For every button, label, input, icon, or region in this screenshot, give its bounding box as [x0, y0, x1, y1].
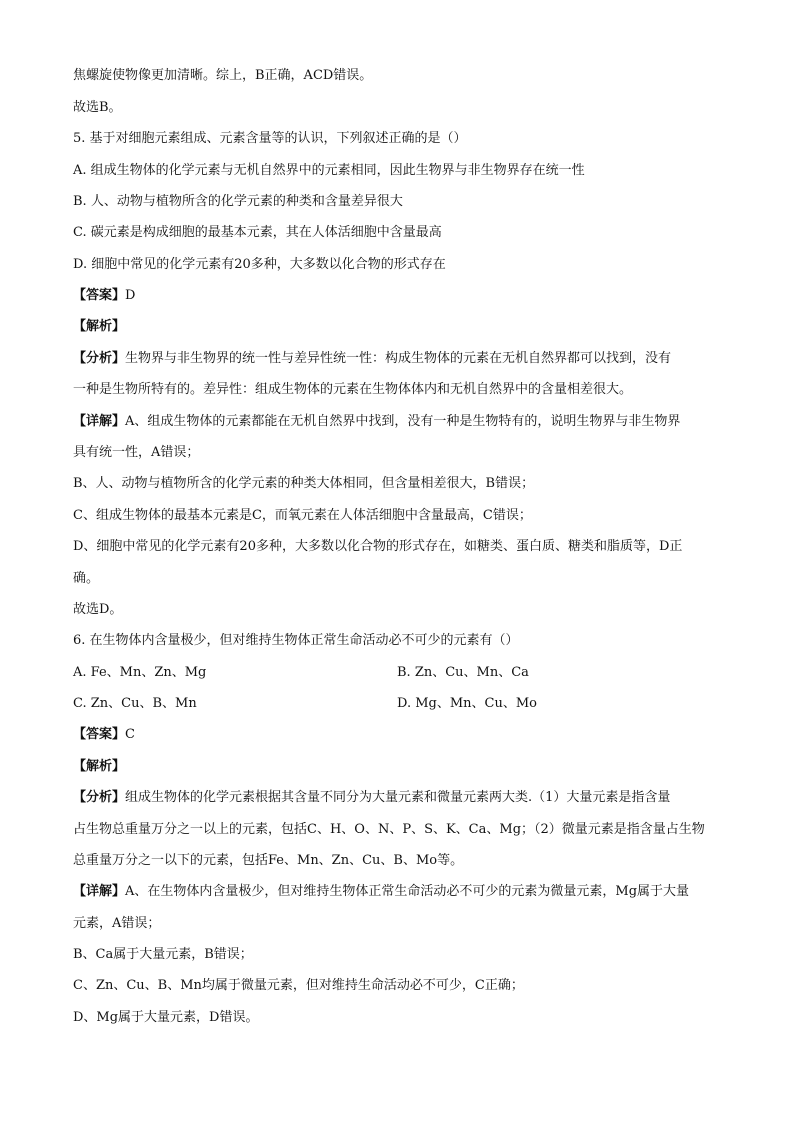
text-line: D、细胞中常见的化学元素有20多种，大多数以化合物的形式存在，如糖类、蛋白质、糖类和脂质等，D正 — [73, 539, 683, 554]
analysis-tag: 【解析】 — [73, 759, 126, 774]
option-c: C. 碳元素是构成细胞的最基本元素，其在人体活细胞中含量最高 — [73, 225, 442, 240]
option-a: A. Fe、Mn、Zn、Mg — [73, 665, 207, 680]
question-5-stem: 5. 基于对细胞元素组成、元素含量等的认识，下列叙述正确的是（） — [73, 131, 467, 146]
text-line: 故选B。 — [73, 100, 122, 115]
detail-line — [73, 413, 680, 431]
answer-tag: 【答案】 — [73, 288, 126, 303]
text-line: 元素，A错误； — [73, 916, 161, 931]
text-line: 占生物总重量万分之一以上的元素，包括C、H、O、N、P、S、K、Ca、Mg；（2）微量元素是指含量占生物 — [73, 822, 705, 837]
analysis-tag: 【解析】 — [73, 319, 126, 334]
text-line: 故选D。 — [73, 602, 123, 617]
answer-tag: 【答案】 — [73, 727, 126, 742]
text-line: 确。 — [73, 571, 100, 586]
option-d: D. Mg、Mn、Cu、Mo — [397, 696, 537, 711]
detail-text: A、在生物体内含量极少，但对维持生物体正常生命活动必不可少的元素为微量元素，Mg属于大量 — [125, 884, 690, 899]
analysis-text: 生物界与非生物界的统一性与差异性统一性：构成生物体的元素在无机自然界都可以找到，没有 — [125, 351, 672, 366]
answer-value: D — [125, 288, 136, 303]
xiangjie-tag: 【详解】 — [73, 414, 126, 429]
option-b: B. 人、动物与植物所含的化学元素的种类和含量差异很大 — [73, 194, 403, 209]
analysis-text: 组成生物体的化学元素根据其含量不同分为大量元素和微量元素两大类.（1）大量元素是指含量 — [125, 790, 671, 805]
text-line: 具有统一性，A错误； — [73, 445, 200, 460]
option-d: D. 细胞中常见的化学元素有20多种，大多数以化合物的形式存在 — [73, 257, 446, 272]
detail-text: A、组成生物体的元素都能在无机自然界中找到，没有一种是生物特有的，说明生物界与非生物界 — [125, 414, 681, 429]
text-line: 总重量万分之一以下的元素，包括Fe、Mn、Zn、Cu、B、Mo等。 — [73, 853, 464, 868]
fenxi-tag: 【分析】 — [73, 790, 126, 805]
xiangjie-tag: 【详解】 — [73, 884, 126, 899]
text-line: D、Mg属于大量元素，D错误。 — [73, 1010, 259, 1025]
fenxi-tag: 【分析】 — [73, 351, 126, 366]
answer-line — [73, 726, 135, 744]
option-c: C. Zn、Cu、B、Mn — [73, 696, 197, 711]
answer-value: C — [125, 727, 135, 742]
option-b: B. Zn、Cu、Mn、Ca — [397, 665, 529, 680]
analysis-line — [73, 789, 670, 807]
text-line: C、组成生物体的最基本元素是C，而氧元素在人体活细胞中含量最高，C错误； — [73, 508, 532, 523]
text-line: B、人、动物与植物所含的化学元素的种类大体相同，但含量相差很大，B错误； — [73, 476, 535, 491]
text-line: B、Ca属于大量元素，B错误； — [73, 947, 253, 962]
analysis-heading — [73, 318, 125, 336]
analysis-heading — [73, 758, 125, 776]
analysis-line — [73, 350, 671, 368]
text-line: 焦螺旋使物像更加清晰。综上，B正确，ACD错误。 — [73, 68, 373, 83]
question-6-stem: 6. 在生物体内含量极少，但对维持生物体正常生命活动必不可少的元素有（） — [73, 633, 519, 648]
text-line: 一种是生物所特有的。差异性：组成生物体的元素在生物体体内和无机自然界中的含量相差很大。 — [73, 382, 633, 397]
option-a: A. 组成生物体的化学元素与无机自然界中的元素相同，因此生物界与非生物界存在统一性 — [73, 163, 585, 178]
text-line: C、Zn、Cu、B、Mn均属于微量元素，但对维持生命活动必不可少，C正确； — [73, 978, 524, 993]
answer-line — [73, 287, 135, 305]
detail-line — [73, 883, 689, 901]
